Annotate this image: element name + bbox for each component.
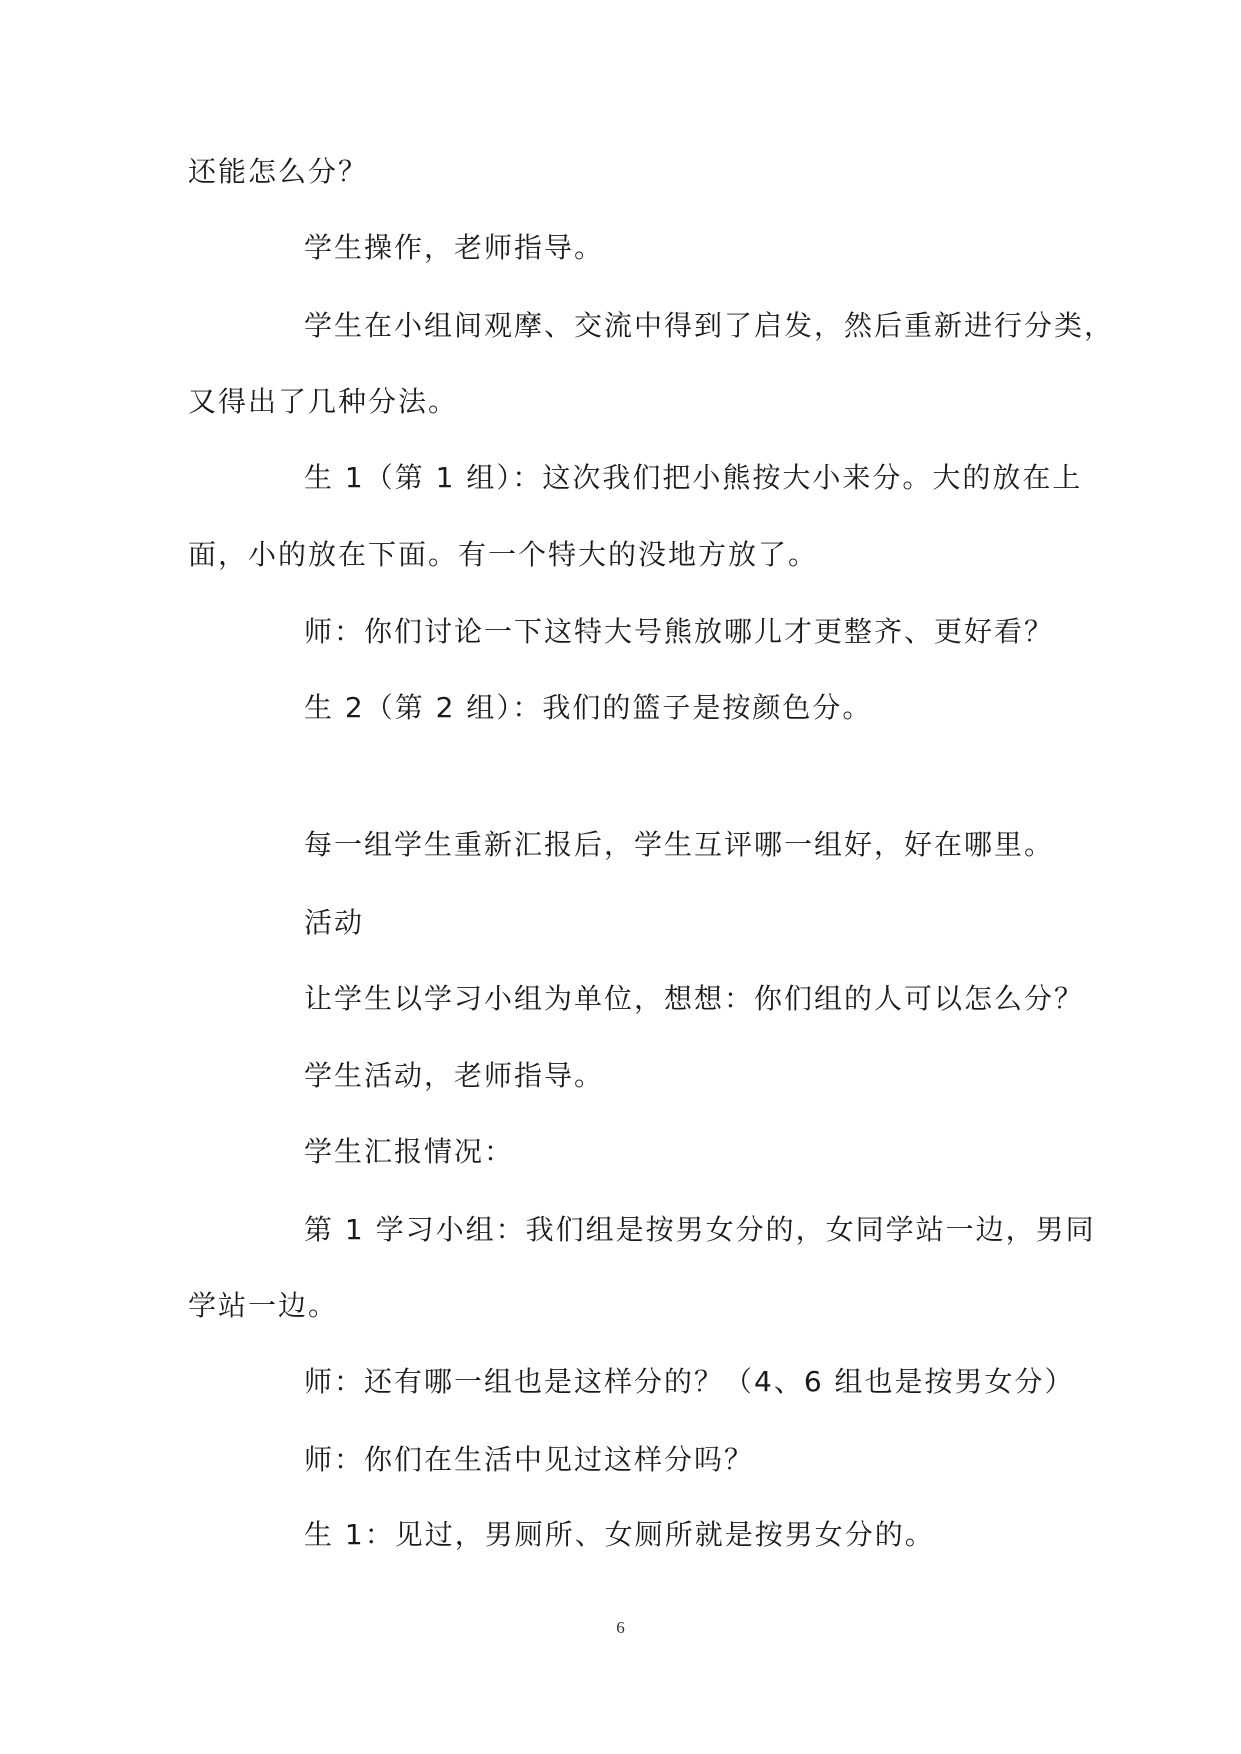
- page-number: 6: [616, 1618, 625, 1637]
- text-line: 让学生以学习小组为单位，想想：你们组的人可以怎么分？: [304, 982, 1085, 1015]
- text-line: 生 2（第 2 组）：我们的篮子是按颜色分。: [304, 691, 873, 724]
- text-line: 第 1 学习小组：我们组是按男女分的，女同学站一边，男同: [304, 1213, 1096, 1246]
- text-line: 又得出了几种分法。: [188, 385, 459, 418]
- text-line: 学生活动，老师指导。: [304, 1059, 605, 1092]
- text-line: 生 1（第 1 组）：这次我们把小熊按大小来分。大的放在上: [304, 461, 1083, 494]
- text-line: 活动: [304, 906, 365, 939]
- text-line: 师：还有哪一组也是这样分的？（4、6 组也是按男女分）: [304, 1365, 1075, 1398]
- text-line: 学站一边。: [188, 1289, 339, 1322]
- text-line: 还能怎么分？: [188, 155, 369, 188]
- text-line: 生 1：见过，男厕所、女厕所就是按男女分的。: [304, 1518, 935, 1551]
- text-line: 师：你们在生活中见过这样分吗？: [304, 1443, 755, 1476]
- text-line: 学生在小组间观摩、交流中得到了启发，然后重新进行分类，: [304, 309, 1115, 342]
- text-line: 面，小的放在下面。有一个特大的没地方放了。: [188, 538, 819, 571]
- text-line: 学生操作，老师指导。: [304, 231, 605, 264]
- text-line: 学生汇报情况：: [304, 1135, 515, 1168]
- text-line: 每一组学生重新汇报后，学生互评哪一组好，好在哪里。: [304, 828, 1055, 861]
- text-line: 师：你们讨论一下这特大号熊放哪儿才更整齐、更好看？: [304, 615, 1055, 648]
